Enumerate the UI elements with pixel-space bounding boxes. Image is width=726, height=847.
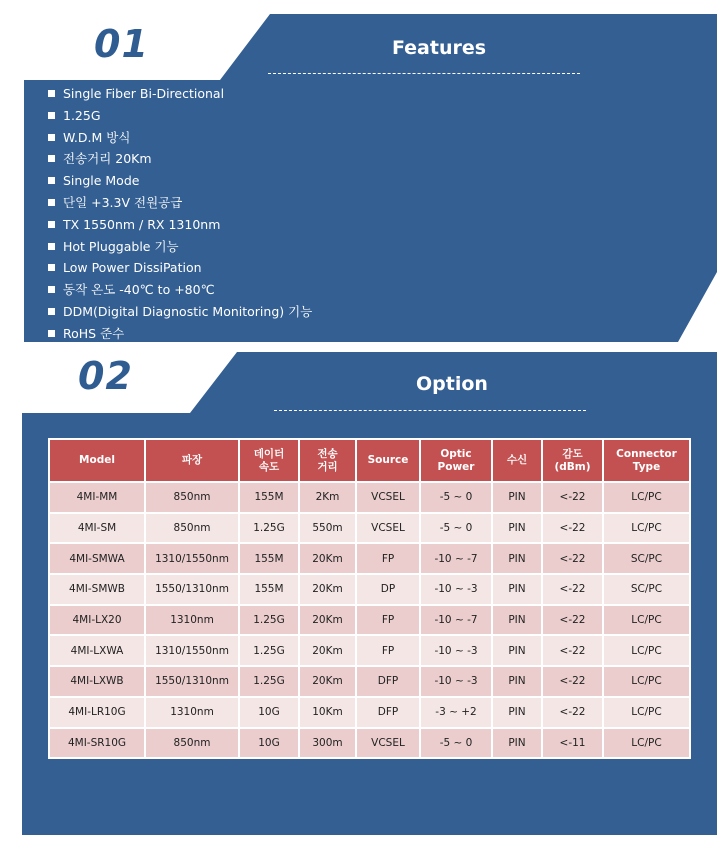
table-cell: 4MI-LR10G bbox=[50, 698, 146, 729]
feature-item bbox=[48, 279, 312, 301]
table-cell: PIN bbox=[493, 514, 543, 545]
header-text: 파장 bbox=[181, 454, 203, 466]
feature-item bbox=[48, 214, 312, 236]
table-cell: 20Km bbox=[300, 606, 357, 637]
table-cell: <-22 bbox=[543, 483, 604, 514]
table-cell: 4MI-LX20 bbox=[50, 606, 146, 637]
feature-text: Low Power DissiPation bbox=[63, 260, 202, 276]
table-cell: <-22 bbox=[543, 544, 604, 575]
table-cell: 4MI-LXWA bbox=[50, 636, 146, 667]
table-header-cell bbox=[50, 440, 146, 483]
bullet-square-icon bbox=[48, 221, 55, 228]
table-row bbox=[50, 483, 689, 514]
table-cell: 4MI-SR10G bbox=[50, 729, 146, 758]
feature-item bbox=[48, 323, 312, 345]
table-cell: 4MI-LXWB bbox=[50, 667, 146, 698]
feature-text: DDM(Digital Diagnostic Monitoring) 기능 bbox=[63, 303, 313, 319]
table-header-cell bbox=[543, 440, 604, 483]
table-cell: LC/PC bbox=[604, 636, 689, 667]
bullet-square-icon bbox=[48, 243, 55, 250]
table-cell: 155M bbox=[240, 483, 300, 514]
bullet-square-icon bbox=[48, 308, 55, 315]
table-cell: 1310nm bbox=[146, 698, 240, 729]
feature-text: 전송거리 20Km bbox=[63, 151, 152, 167]
table-cell: FP bbox=[357, 606, 421, 637]
table-cell: <-11 bbox=[543, 729, 604, 758]
feature-text: RoHS 준수 bbox=[63, 325, 125, 341]
table-cell: 4MI-SMWB bbox=[50, 575, 146, 606]
feature-item bbox=[48, 301, 312, 323]
table-cell: 20Km bbox=[300, 636, 357, 667]
table-cell: 1.25G bbox=[240, 636, 300, 667]
bullet-square-icon bbox=[48, 112, 55, 119]
table-cell: PIN bbox=[493, 729, 543, 758]
feature-text: Single Fiber Bi-Directional bbox=[63, 86, 225, 101]
table-cell: 10G bbox=[240, 698, 300, 729]
table-row bbox=[50, 636, 689, 667]
table-cell: 1550/1310nm bbox=[146, 667, 240, 698]
option-number: 02 bbox=[78, 354, 133, 398]
table-cell: DFP bbox=[357, 698, 421, 729]
table-cell: LC/PC bbox=[604, 483, 689, 514]
table-cell: <-22 bbox=[543, 606, 604, 637]
table-row bbox=[50, 729, 689, 758]
header-text: Source bbox=[367, 454, 409, 466]
table-cell: 4MI-SMWA bbox=[50, 544, 146, 575]
table-cell: -5 ~ 0 bbox=[421, 483, 493, 514]
table-cell: 20Km bbox=[300, 575, 357, 606]
table-cell: 1310/1550nm bbox=[146, 544, 240, 575]
table-row bbox=[50, 514, 689, 545]
feature-item bbox=[48, 148, 312, 170]
feature-text: TX 1550nm / RX 1310nm bbox=[63, 216, 221, 232]
header-text: 데이터 bbox=[253, 447, 285, 460]
table-cell: -3 ~ +2 bbox=[421, 698, 493, 729]
table-cell: 850nm bbox=[146, 483, 240, 514]
table-row bbox=[50, 667, 689, 698]
table-cell: 550m bbox=[300, 514, 357, 545]
table-cell: 1.25G bbox=[240, 606, 300, 637]
feature-text: W.D.M 방식 bbox=[63, 129, 131, 145]
bullet-square-icon bbox=[48, 155, 55, 162]
table-cell: <-22 bbox=[543, 575, 604, 606]
option-title: Option bbox=[416, 373, 488, 395]
bullet-square-icon bbox=[48, 177, 55, 184]
table-cell: VCSEL bbox=[357, 483, 421, 514]
table-header-row bbox=[50, 440, 689, 483]
table-cell: 10Km bbox=[300, 698, 357, 729]
header-text: 거리 bbox=[317, 460, 338, 473]
option-title-underline bbox=[274, 410, 586, 411]
feature-text: 동작 온도 -40℃ to +80℃ bbox=[63, 282, 215, 298]
header-text: Model bbox=[79, 454, 115, 466]
table-cell: 4MI-MM bbox=[50, 483, 146, 514]
table-cell: PIN bbox=[493, 698, 543, 729]
table-header-cell bbox=[421, 440, 493, 483]
table-cell: SC/PC bbox=[604, 544, 689, 575]
features-list bbox=[48, 83, 312, 345]
table-cell: LC/PC bbox=[604, 729, 689, 758]
table-cell: VCSEL bbox=[357, 514, 421, 545]
header-text: (dBm) bbox=[554, 460, 591, 473]
header-text: Optic bbox=[440, 447, 472, 460]
table-cell: 850nm bbox=[146, 729, 240, 758]
table-cell: 1310nm bbox=[146, 606, 240, 637]
table-cell: -10 ~ -7 bbox=[421, 606, 493, 637]
table-header-cell bbox=[300, 440, 357, 483]
table-cell: PIN bbox=[493, 483, 543, 514]
table-row bbox=[50, 606, 689, 637]
table-cell: <-22 bbox=[543, 667, 604, 698]
table-cell: LC/PC bbox=[604, 606, 689, 637]
table-cell: FP bbox=[357, 544, 421, 575]
feature-text: Single Mode bbox=[63, 173, 140, 189]
header-text: 수신 bbox=[506, 454, 528, 466]
feature-item bbox=[48, 127, 312, 149]
option-table bbox=[48, 438, 691, 759]
table-cell: -10 ~ -7 bbox=[421, 544, 493, 575]
table-header-cell bbox=[146, 440, 240, 483]
table-cell: 20Km bbox=[300, 667, 357, 698]
table-cell: 1.25G bbox=[240, 514, 300, 545]
table-cell: <-22 bbox=[543, 636, 604, 667]
header-text: 전송 bbox=[317, 447, 338, 460]
header-text: Power bbox=[437, 460, 475, 473]
table-cell: 10G bbox=[240, 729, 300, 758]
table-row bbox=[50, 575, 689, 606]
table-row bbox=[50, 544, 689, 575]
table-cell: -10 ~ -3 bbox=[421, 636, 493, 667]
table-cell: LC/PC bbox=[604, 698, 689, 729]
table-row bbox=[50, 698, 689, 729]
header-text: 속도 bbox=[258, 460, 280, 473]
table-cell: -5 ~ 0 bbox=[421, 514, 493, 545]
table-cell: 1310/1550nm bbox=[146, 636, 240, 667]
bullet-square-icon bbox=[48, 330, 55, 337]
bullet-square-icon bbox=[48, 264, 55, 271]
feature-item bbox=[48, 83, 312, 105]
table-cell: 1550/1310nm bbox=[146, 575, 240, 606]
table-header-cell bbox=[604, 440, 689, 483]
table-cell: PIN bbox=[493, 575, 543, 606]
table-header-cell bbox=[493, 440, 543, 483]
feature-item bbox=[48, 105, 312, 127]
bullet-square-icon bbox=[48, 199, 55, 206]
feature-text: 1.25G bbox=[63, 107, 101, 123]
features-title-underline bbox=[268, 73, 580, 74]
feature-item bbox=[48, 192, 312, 214]
table-cell: PIN bbox=[493, 544, 543, 575]
table-cell: FP bbox=[357, 636, 421, 667]
table-cell: -5 ~ 0 bbox=[421, 729, 493, 758]
bullet-square-icon bbox=[48, 134, 55, 141]
table-cell: PIN bbox=[493, 606, 543, 637]
table-cell: PIN bbox=[493, 636, 543, 667]
table-header-cell bbox=[240, 440, 300, 483]
table-header-cell bbox=[357, 440, 421, 483]
feature-item bbox=[48, 170, 312, 192]
table-cell: 4MI-SM bbox=[50, 514, 146, 545]
bullet-square-icon bbox=[48, 286, 55, 293]
table-cell: LC/PC bbox=[604, 514, 689, 545]
table-cell: DFP bbox=[357, 667, 421, 698]
table-cell: 155M bbox=[240, 544, 300, 575]
table-cell: 850nm bbox=[146, 514, 240, 545]
table-cell: <-22 bbox=[543, 698, 604, 729]
feature-text: Hot Pluggable 기능 bbox=[63, 238, 179, 254]
header-text: Connector bbox=[616, 447, 677, 460]
header-text: 감도 bbox=[562, 447, 583, 460]
table-cell: 300m bbox=[300, 729, 357, 758]
table-cell: LC/PC bbox=[604, 667, 689, 698]
table-cell: 155M bbox=[240, 575, 300, 606]
feature-text: 단일 +3.3V 전원공급 bbox=[63, 194, 183, 210]
table-cell: 20Km bbox=[300, 544, 357, 575]
table-cell: SC/PC bbox=[604, 575, 689, 606]
table-cell: <-22 bbox=[543, 514, 604, 545]
table-cell: 2Km bbox=[300, 483, 357, 514]
table-cell: 1.25G bbox=[240, 667, 300, 698]
table-cell: -10 ~ -3 bbox=[421, 575, 493, 606]
feature-item bbox=[48, 236, 312, 258]
bullet-square-icon bbox=[48, 90, 55, 97]
features-title: Features bbox=[391, 37, 487, 59]
table-cell: PIN bbox=[493, 667, 543, 698]
table-cell: DP bbox=[357, 575, 421, 606]
table-cell: -10 ~ -3 bbox=[421, 667, 493, 698]
table-cell: VCSEL bbox=[357, 729, 421, 758]
features-number: 01 bbox=[94, 22, 149, 66]
header-text: Type bbox=[632, 460, 661, 473]
feature-item bbox=[48, 257, 312, 279]
